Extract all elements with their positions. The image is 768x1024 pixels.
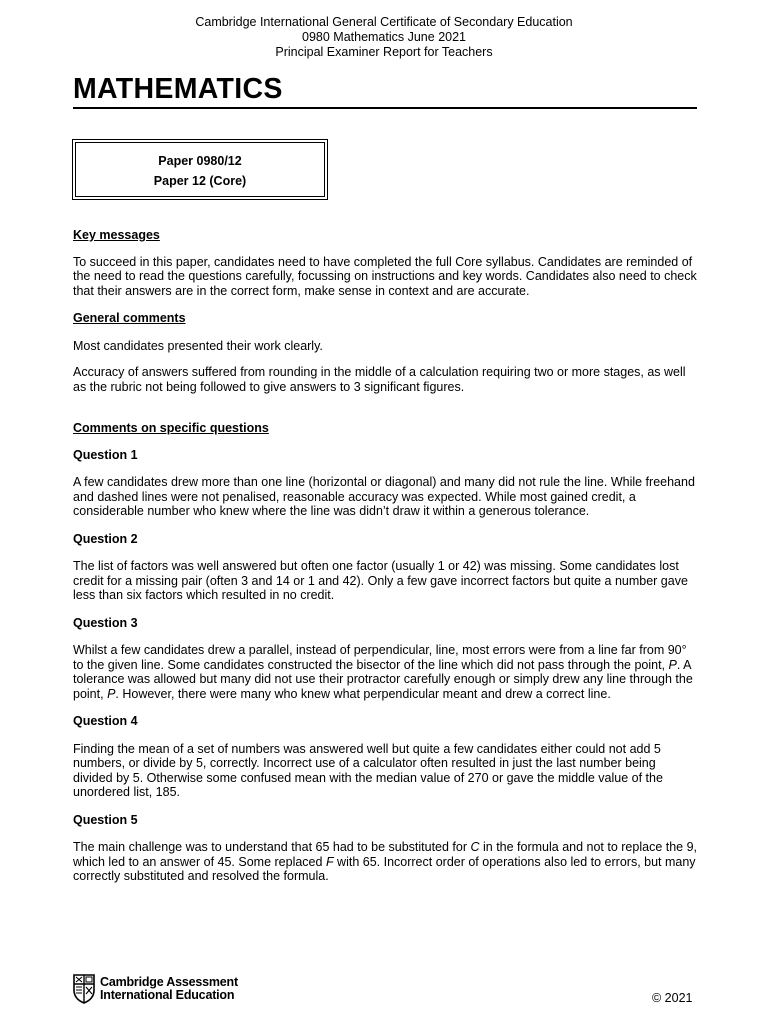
question-1-heading: Question 1 [73, 447, 138, 462]
paper-code: Paper 0980/12 [158, 154, 242, 168]
title-rule [73, 107, 697, 109]
question-3-text-a: Whilst a few candidates drew a parallel, instead of perpendicular, line, most errors were from a line far from 90° to the given line. Some candidates constructed the bisector of the line which did not pass through the point, [73, 643, 687, 672]
general-comments-p1: Most candidates presented their work clearly. [73, 338, 323, 353]
header-line-1: Cambridge International General Certificate of Secondary Education [195, 15, 573, 29]
document-title: MATHEMATICS [73, 73, 283, 105]
report-body [73, 228, 697, 884]
question-3-text-c: . However, there were many who knew what perpendicular meant and drew a correct line. [115, 686, 611, 701]
point-p-italic: P [107, 686, 116, 701]
general-comments-p2: Accuracy of answers suffered from rounding in the middle of a calculation requiring two or more stages, as well as the rubric not being followed to give answers to 3 significant figures. [73, 365, 686, 394]
question-4-heading: Question 4 [73, 714, 138, 728]
paper-box [72, 139, 328, 200]
question-3-text [73, 643, 697, 701]
question-5-heading: Question 5 [73, 812, 138, 827]
variable-f-italic: F [325, 854, 334, 869]
paper-box-inner [75, 142, 325, 197]
general-comments-heading: General comments [73, 311, 186, 325]
key-messages-text: To succeed in this paper, candidates need to have completed the full Core syllabus. Candidates are reminded of the need to read the questions carefully, focussing on instructions and key words. Candidates also need to check that their answers are in the correct form, make sense in context and are accurate. [73, 254, 697, 298]
header-line-3: Principal Examiner Report for Teachers [275, 45, 493, 59]
header-line-2: 0980 Mathematics June 2021 [302, 30, 466, 44]
question-5-text-b: in the formula and not to replace the 9, which led to an answer of 45. Some replaced [73, 840, 698, 869]
logo-line-1: Cambridge Assessment [100, 975, 238, 989]
question-3-text-b: . A tolerance was allowed but many did not use their protractor carefully enough or simply drew any line through the point, [73, 657, 693, 701]
copyright: © 2021 [652, 991, 693, 1005]
page-header [0, 15, 768, 60]
specific-questions-heading: Comments on specific questions [73, 421, 269, 435]
logo-wordmark [100, 976, 238, 1002]
question-5-text [73, 840, 697, 884]
question-5-text-c: with 65. Incorrect order of operations also led to errors, but many correctly substituted and resolved the formula. [73, 854, 696, 883]
question-2-text: The list of factors was well answered but often one factor (usually 1 or 42) was missing. Some candidates lost credit for a missing pair (often 3 and 14 or 1 and 42). Only a few gave incorrect factors but quite a number gave less than six factors which resulted in no credit. [73, 559, 688, 602]
question-3-heading: Question 3 [73, 615, 138, 630]
question-4-text: Finding the mean of a set of numbers was answered well but quite a few candidates either could not add 5 numbers, or divide by 5, correctly. Incorrect use of a calculator often resulted in just the last number being divided by 5. Otherwise some confused mean with the median value of 270 or gave the middle value of the unordered list, 185. [73, 741, 663, 799]
paper-name: Paper 12 (Core) [153, 174, 247, 188]
cambridge-shield-icon [72, 974, 96, 1004]
key-messages-heading: Key messages [73, 228, 160, 242]
cambridge-logo [72, 974, 238, 1004]
variable-c-italic: C [470, 840, 480, 854]
question-5-text-a: The main challenge was to understand that 65 had to be substituted for [73, 840, 471, 854]
question-2-heading: Question 2 [73, 531, 138, 546]
point-p-italic: P [668, 657, 677, 672]
logo-line-2: International Education [100, 988, 235, 1002]
question-1-text: A few candidates drew more than one line (horizontal or diagonal) and many did not rule the line. While freehand and dashed lines were not penalised, reasonable accuracy was expected. While most gained credit, a considerable number who knew where the line was didn’t draw it within a generous tolerance. [73, 475, 695, 518]
